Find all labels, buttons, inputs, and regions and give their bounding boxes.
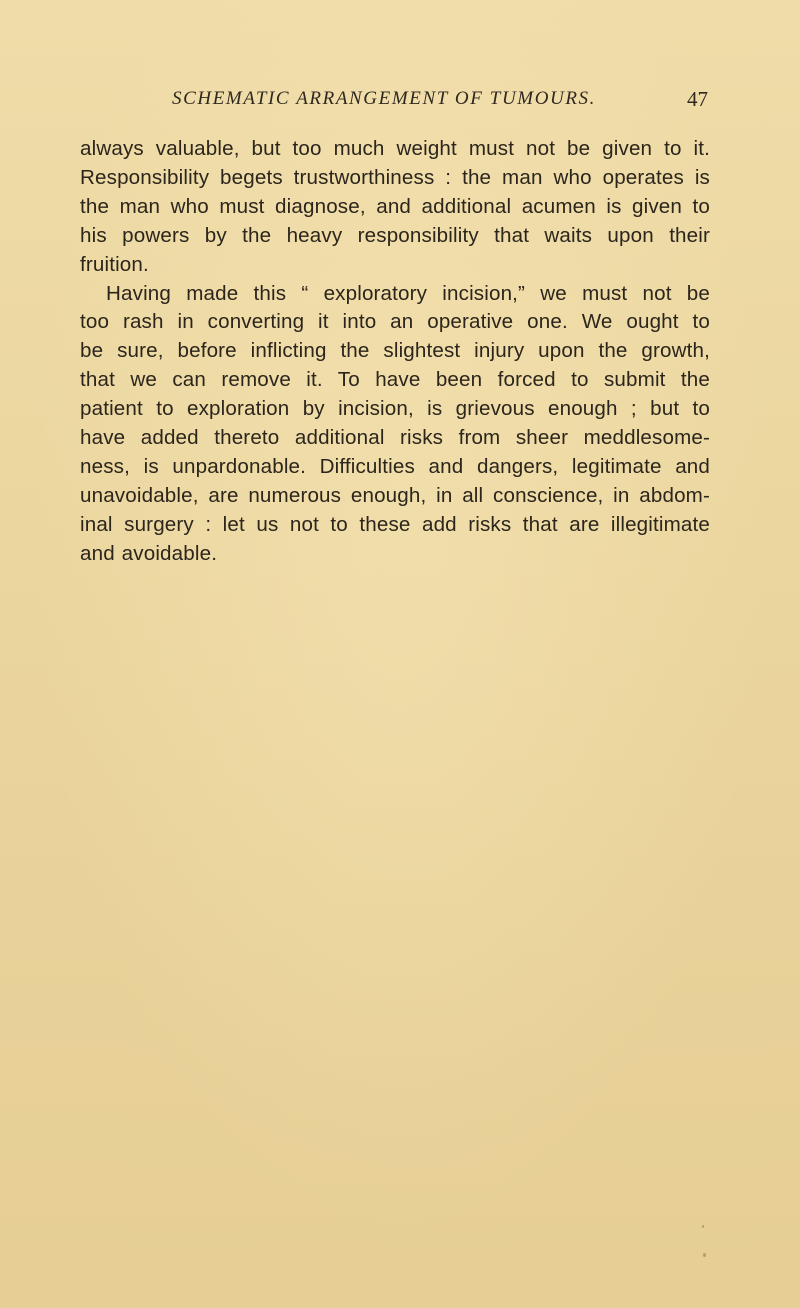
paper-speck xyxy=(702,1225,704,1228)
text-line: that we can remove it. To have been forced to submit the xyxy=(80,368,710,392)
paragraph-2 xyxy=(80,280,710,569)
text-line: ness, is unpardonable. Difficulties and dangers, legitimate and xyxy=(80,454,710,478)
paragraph-1 xyxy=(80,135,710,280)
text-line: unavoidable, are numerous enough, in all conscience, in abdom- xyxy=(80,483,710,507)
text-line: and avoidable. xyxy=(80,541,218,565)
text-line: be sure, before inflicting the slightest injury upon the growth, xyxy=(80,339,710,363)
text-line: have added thereto additional risks from sheer meddlesome- xyxy=(80,426,710,450)
text-line: patient to exploration by incision, is grievous enough ; but to xyxy=(80,397,710,421)
page-number: 47 xyxy=(687,87,708,111)
text-line: Responsibility begets trustworthiness : the man who operates is xyxy=(80,165,710,189)
text-line: fruition. xyxy=(80,252,149,276)
text-line: too rash in converting it into an operative one. We ought to xyxy=(80,310,710,334)
text-line: always valuable, but too much weight must not be given to it. xyxy=(80,137,710,160)
text-line: his powers by the heavy responsibility that waits upon their xyxy=(80,223,710,247)
text-line: Having made this “ exploratory incision,” we must not be xyxy=(106,281,710,305)
running-head xyxy=(80,88,708,118)
running-title: SCHEMATIC ARRANGEMENT OF TUMOURS. xyxy=(172,88,596,109)
text-line: the man who must diagnose, and additional acumen is given to xyxy=(80,194,710,218)
text-line: inal surgery : let us not to these add risks that are illegitimate xyxy=(80,512,710,536)
body-text xyxy=(80,135,710,569)
paper-speck xyxy=(703,1253,706,1257)
